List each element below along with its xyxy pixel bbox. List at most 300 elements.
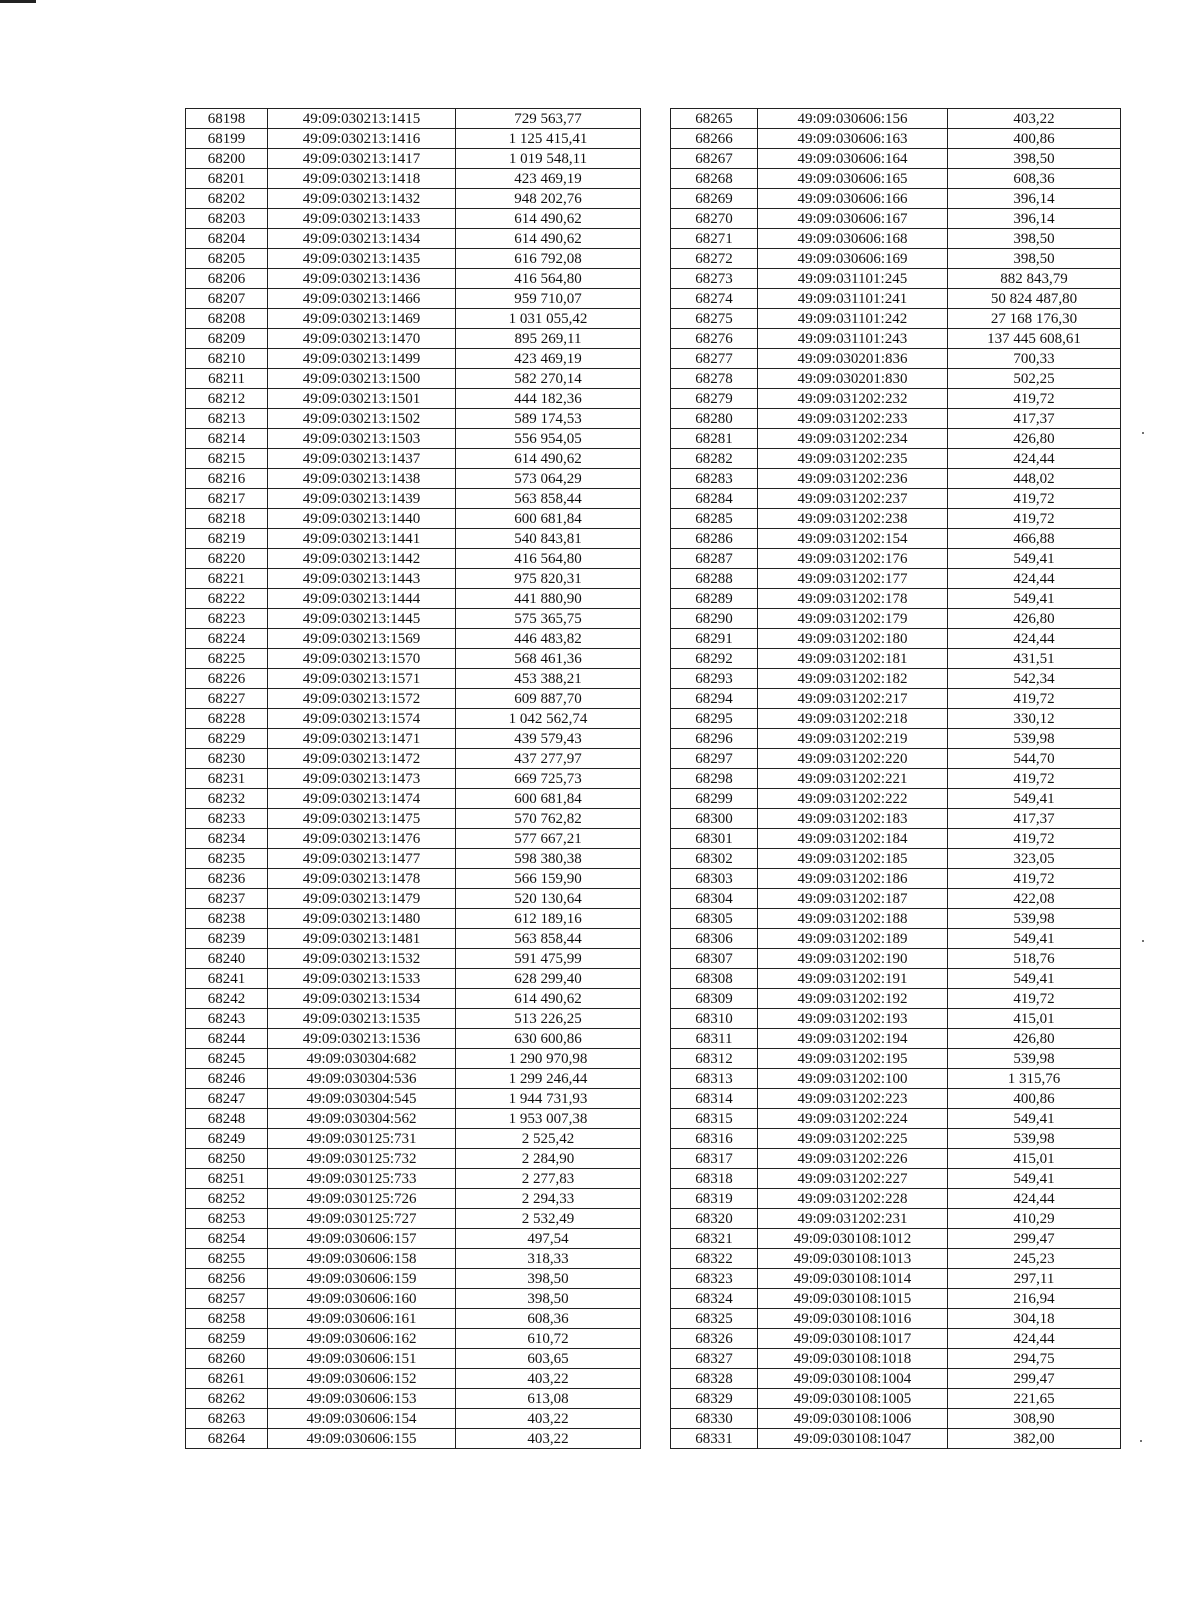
cadastral-number-cell: 49:09:030213:1503	[268, 429, 456, 449]
cadastral-number-cell: 49:09:030108:1047	[758, 1429, 948, 1449]
table-row	[671, 1189, 1121, 1209]
table-row	[671, 649, 1121, 669]
cadastral-number-cell: 49:09:031202:185	[758, 849, 948, 869]
value-cell: 304,18	[948, 1309, 1121, 1329]
row-number-cell: 68243	[186, 1009, 268, 1029]
cadastral-number-cell: 49:09:030304:562	[268, 1109, 456, 1129]
table-row	[671, 169, 1121, 189]
value-cell: 417,37	[948, 409, 1121, 429]
row-number-cell: 68235	[186, 849, 268, 869]
value-cell: 729 563,77	[456, 109, 641, 129]
cadastral-number-cell: 49:09:031202:222	[758, 789, 948, 809]
row-number-cell: 68257	[186, 1289, 268, 1309]
value-cell: 614 490,62	[456, 209, 641, 229]
value-cell: 614 490,62	[456, 229, 641, 249]
table-row	[671, 929, 1121, 949]
cadastral-number-cell: 49:09:031202:218	[758, 709, 948, 729]
cadastral-number-cell: 49:09:030213:1574	[268, 709, 456, 729]
cadastral-number-cell: 49:09:030213:1441	[268, 529, 456, 549]
cadastral-number-cell: 49:09:031202:193	[758, 1009, 948, 1029]
cadastral-number-cell: 49:09:031202:182	[758, 669, 948, 689]
cadastral-number-cell: 49:09:030213:1532	[268, 949, 456, 969]
table-row	[186, 809, 641, 829]
cadastral-number-cell: 49:09:030606:160	[268, 1289, 456, 1309]
value-cell: 539,98	[948, 909, 1121, 929]
value-cell: 609 887,70	[456, 689, 641, 709]
table-row	[186, 509, 641, 529]
row-number-cell: 68280	[671, 409, 758, 429]
value-cell: 318,33	[456, 1249, 641, 1269]
row-number-cell: 68248	[186, 1109, 268, 1129]
row-number-cell: 68331	[671, 1429, 758, 1449]
table-row	[671, 889, 1121, 909]
table-row	[671, 529, 1121, 549]
cadastral-number-cell: 49:09:030125:732	[268, 1149, 456, 1169]
table-row	[671, 1029, 1121, 1049]
cadastral-number-cell: 49:09:030213:1417	[268, 149, 456, 169]
value-cell: 419,72	[948, 509, 1121, 529]
cadastral-number-cell: 49:09:031202:237	[758, 489, 948, 509]
value-cell: 539,98	[948, 729, 1121, 749]
cadastral-number-cell: 49:09:030213:1445	[268, 609, 456, 629]
cadastral-number-cell: 49:09:031202:236	[758, 469, 948, 489]
cadastral-number-cell: 49:09:030213:1572	[268, 689, 456, 709]
row-number-cell: 68327	[671, 1349, 758, 1369]
table-row	[671, 1429, 1121, 1449]
table-row	[671, 1009, 1121, 1029]
row-number-cell: 68259	[186, 1329, 268, 1349]
row-number-cell: 68310	[671, 1009, 758, 1029]
cadastral-number-cell: 49:09:030213:1571	[268, 669, 456, 689]
table-row	[671, 1349, 1121, 1369]
table-row	[671, 569, 1121, 589]
value-cell: 614 490,62	[456, 449, 641, 469]
value-cell: 416 564,80	[456, 269, 641, 289]
cadastral-number-cell: 49:09:030213:1471	[268, 729, 456, 749]
cadastral-number-cell: 49:09:030606:162	[268, 1329, 456, 1349]
cadastral-number-cell: 49:09:031202:154	[758, 529, 948, 549]
value-cell: 497,54	[456, 1229, 641, 1249]
row-number-cell: 68274	[671, 289, 758, 309]
table-row	[671, 509, 1121, 529]
value-cell: 398,50	[456, 1269, 641, 1289]
row-number-cell: 68299	[671, 789, 758, 809]
row-number-cell: 68312	[671, 1049, 758, 1069]
row-number-cell: 68326	[671, 1329, 758, 1349]
row-number-cell: 68273	[671, 269, 758, 289]
value-cell: 424,44	[948, 569, 1121, 589]
table-row	[671, 1309, 1121, 1329]
value-cell: 612 189,16	[456, 909, 641, 929]
value-cell: 2 277,83	[456, 1169, 641, 1189]
table-row	[671, 1409, 1121, 1429]
table-row	[671, 909, 1121, 929]
value-cell: 2 532,49	[456, 1209, 641, 1229]
value-cell: 2 294,33	[456, 1189, 641, 1209]
cadastral-number-cell: 49:09:030213:1418	[268, 169, 456, 189]
cadastral-number-cell: 49:09:031202:192	[758, 989, 948, 1009]
row-number-cell: 68275	[671, 309, 758, 329]
table-row	[671, 1249, 1121, 1269]
cadastral-table-right	[670, 108, 1121, 1449]
row-number-cell: 68294	[671, 689, 758, 709]
cadastral-number-cell: 49:09:031101:245	[758, 269, 948, 289]
value-cell: 415,01	[948, 1149, 1121, 1169]
row-number-cell: 68260	[186, 1349, 268, 1369]
table-row	[671, 449, 1121, 469]
table-row	[186, 449, 641, 469]
value-cell: 50 824 487,80	[948, 289, 1121, 309]
row-number-cell: 68204	[186, 229, 268, 249]
cadastral-number-cell: 49:09:030213:1481	[268, 929, 456, 949]
cadastral-number-cell: 49:09:030304:545	[268, 1089, 456, 1109]
cadastral-number-cell: 49:09:031101:243	[758, 329, 948, 349]
table-row	[671, 709, 1121, 729]
cadastral-number-cell: 49:09:031101:241	[758, 289, 948, 309]
value-cell: 419,72	[948, 829, 1121, 849]
cadastral-number-cell: 49:09:031202:221	[758, 769, 948, 789]
value-cell: 299,47	[948, 1369, 1121, 1389]
cadastral-number-cell: 49:09:030304:682	[268, 1049, 456, 1069]
cadastral-number-cell: 49:09:030213:1443	[268, 569, 456, 589]
table-row	[186, 1249, 641, 1269]
value-cell: 423 469,19	[456, 349, 641, 369]
table-row	[186, 1309, 641, 1329]
row-number-cell: 68233	[186, 809, 268, 829]
value-cell: 589 174,53	[456, 409, 641, 429]
row-number-cell: 68215	[186, 449, 268, 469]
table-row	[186, 629, 641, 649]
row-number-cell: 68289	[671, 589, 758, 609]
table-row	[671, 209, 1121, 229]
value-cell: 453 388,21	[456, 669, 641, 689]
table-row	[671, 409, 1121, 429]
cadastral-number-cell: 49:09:031202:231	[758, 1209, 948, 1229]
cadastral-number-cell: 49:09:030108:1012	[758, 1229, 948, 1249]
table-row	[671, 1169, 1121, 1189]
row-number-cell: 68198	[186, 109, 268, 129]
cadastral-number-cell: 49:09:030213:1437	[268, 449, 456, 469]
row-number-cell: 68217	[186, 489, 268, 509]
row-number-cell: 68227	[186, 689, 268, 709]
cadastral-number-cell: 49:09:030213:1434	[268, 229, 456, 249]
table-row	[186, 589, 641, 609]
table-row	[186, 1029, 641, 1049]
table-row	[186, 469, 641, 489]
table-row	[186, 1069, 641, 1089]
row-number-cell: 68206	[186, 269, 268, 289]
cadastral-number-cell: 49:09:030213:1476	[268, 829, 456, 849]
table-row	[186, 689, 641, 709]
table-row	[186, 1169, 641, 1189]
row-number-cell: 68223	[186, 609, 268, 629]
cadastral-number-cell: 49:09:030108:1014	[758, 1269, 948, 1289]
cadastral-number-cell: 49:09:031202:178	[758, 589, 948, 609]
row-number-cell: 68263	[186, 1409, 268, 1429]
table-row	[186, 609, 641, 629]
scan-speck	[1140, 1440, 1142, 1442]
value-cell: 419,72	[948, 869, 1121, 889]
value-cell: 400,86	[948, 129, 1121, 149]
cadastral-number-cell: 49:09:030213:1533	[268, 969, 456, 989]
cadastral-number-cell: 49:09:030213:1436	[268, 269, 456, 289]
row-number-cell: 68301	[671, 829, 758, 849]
row-number-cell: 68319	[671, 1189, 758, 1209]
value-cell: 323,05	[948, 849, 1121, 869]
cadastral-number-cell: 49:09:030606:164	[758, 149, 948, 169]
cadastral-number-cell: 49:09:031202:228	[758, 1189, 948, 1209]
value-cell: 948 202,76	[456, 189, 641, 209]
value-cell: 426,80	[948, 609, 1121, 629]
value-cell: 544,70	[948, 749, 1121, 769]
row-number-cell: 68221	[186, 569, 268, 589]
cadastral-number-cell: 49:09:030213:1432	[268, 189, 456, 209]
value-cell: 431,51	[948, 649, 1121, 669]
table-row	[671, 1329, 1121, 1349]
cadastral-number-cell: 49:09:031202:234	[758, 429, 948, 449]
cadastral-number-cell: 49:09:030606:155	[268, 1429, 456, 1449]
cadastral-number-cell: 49:09:030213:1480	[268, 909, 456, 929]
cadastral-number-cell: 49:09:030125:731	[268, 1129, 456, 1149]
table-row	[671, 229, 1121, 249]
table-row	[671, 349, 1121, 369]
table-row	[671, 1229, 1121, 1249]
table-row	[186, 409, 641, 429]
value-cell: 566 159,90	[456, 869, 641, 889]
cadastral-number-cell: 49:09:030201:830	[758, 369, 948, 389]
cadastral-number-cell: 49:09:030213:1477	[268, 849, 456, 869]
table-row	[186, 1389, 641, 1409]
table-row	[186, 209, 641, 229]
row-number-cell: 68268	[671, 169, 758, 189]
table-row	[186, 1009, 641, 1029]
row-number-cell: 68230	[186, 749, 268, 769]
cadastral-number-cell: 49:09:030213:1534	[268, 989, 456, 1009]
row-number-cell: 68251	[186, 1169, 268, 1189]
table-row	[186, 149, 641, 169]
row-number-cell: 68267	[671, 149, 758, 169]
cadastral-number-cell: 49:09:030606:156	[758, 109, 948, 129]
value-cell: 403,22	[456, 1409, 641, 1429]
row-number-cell: 68316	[671, 1129, 758, 1149]
table-row	[671, 269, 1121, 289]
table-row	[671, 549, 1121, 569]
cadastral-number-cell: 49:09:031202:177	[758, 569, 948, 589]
table-row	[671, 1089, 1121, 1109]
row-number-cell: 68205	[186, 249, 268, 269]
row-number-cell: 68286	[671, 529, 758, 549]
cadastral-number-cell: 49:09:031202:225	[758, 1129, 948, 1149]
value-cell: 570 762,82	[456, 809, 641, 829]
cadastral-number-cell: 49:09:030213:1470	[268, 329, 456, 349]
row-number-cell: 68220	[186, 549, 268, 569]
value-cell: 419,72	[948, 489, 1121, 509]
cadastral-number-cell: 49:09:030108:1015	[758, 1289, 948, 1309]
value-cell: 549,41	[948, 549, 1121, 569]
value-cell: 1 031 055,42	[456, 309, 641, 329]
row-number-cell: 68266	[671, 129, 758, 149]
table-row	[671, 609, 1121, 629]
value-cell: 1 944 731,93	[456, 1089, 641, 1109]
value-cell: 603,65	[456, 1349, 641, 1369]
table-row	[186, 1209, 641, 1229]
row-number-cell: 68264	[186, 1429, 268, 1449]
row-number-cell: 68244	[186, 1029, 268, 1049]
row-number-cell: 68302	[671, 849, 758, 869]
table-row	[671, 989, 1121, 1009]
table-row	[671, 1269, 1121, 1289]
row-number-cell: 68328	[671, 1369, 758, 1389]
cadastral-table-left	[185, 108, 641, 1449]
value-cell: 423 469,19	[456, 169, 641, 189]
value-cell: 2 525,42	[456, 1129, 641, 1149]
cadastral-number-cell: 49:09:030213:1440	[268, 509, 456, 529]
value-cell: 448,02	[948, 469, 1121, 489]
cadastral-number-cell: 49:09:030213:1433	[268, 209, 456, 229]
table-row	[671, 369, 1121, 389]
row-number-cell: 68278	[671, 369, 758, 389]
cadastral-number-cell: 49:09:030606:153	[268, 1389, 456, 1409]
value-cell: 424,44	[948, 629, 1121, 649]
table-row	[186, 489, 641, 509]
row-number-cell: 68269	[671, 189, 758, 209]
value-cell: 1 042 562,74	[456, 709, 641, 729]
cadastral-number-cell: 49:09:030201:836	[758, 349, 948, 369]
value-cell: 600 681,84	[456, 509, 641, 529]
row-number-cell: 68212	[186, 389, 268, 409]
table-row	[186, 909, 641, 929]
cadastral-number-cell: 49:09:030213:1416	[268, 129, 456, 149]
row-number-cell: 68314	[671, 1089, 758, 1109]
row-number-cell: 68254	[186, 1229, 268, 1249]
row-number-cell: 68293	[671, 669, 758, 689]
cadastral-number-cell: 49:09:031202:232	[758, 389, 948, 409]
table-row	[671, 749, 1121, 769]
scan-speck	[1142, 432, 1144, 434]
row-number-cell: 68253	[186, 1209, 268, 1229]
row-number-cell: 68240	[186, 949, 268, 969]
row-number-cell: 68203	[186, 209, 268, 229]
table-row	[671, 109, 1121, 129]
value-cell: 549,41	[948, 589, 1121, 609]
table-row	[671, 769, 1121, 789]
table-row	[186, 569, 641, 589]
cadastral-number-cell: 49:09:030213:1475	[268, 809, 456, 829]
value-cell: 297,11	[948, 1269, 1121, 1289]
value-cell: 577 667,21	[456, 829, 641, 849]
row-number-cell: 68242	[186, 989, 268, 1009]
cadastral-number-cell: 49:09:031202:223	[758, 1089, 948, 1109]
table-row	[186, 649, 641, 669]
cadastral-number-cell: 49:09:030213:1444	[268, 589, 456, 609]
row-number-cell: 68201	[186, 169, 268, 189]
row-number-cell: 68209	[186, 329, 268, 349]
table-row	[186, 1369, 641, 1389]
row-number-cell: 68317	[671, 1149, 758, 1169]
value-cell: 608,36	[456, 1309, 641, 1329]
row-number-cell: 68315	[671, 1109, 758, 1129]
value-cell: 398,50	[948, 249, 1121, 269]
row-number-cell: 68284	[671, 489, 758, 509]
cadastral-number-cell: 49:09:030213:1535	[268, 1009, 456, 1029]
cadastral-number-cell: 49:09:030108:1018	[758, 1349, 948, 1369]
cadastral-number-cell: 49:09:030213:1479	[268, 889, 456, 909]
cadastral-number-cell: 49:09:031202:187	[758, 889, 948, 909]
value-cell: 539,98	[948, 1049, 1121, 1069]
table-row	[186, 549, 641, 569]
value-cell: 403,22	[948, 109, 1121, 129]
cadastral-number-cell: 49:09:031202:191	[758, 969, 948, 989]
cadastral-number-cell: 49:09:031202:183	[758, 809, 948, 829]
cadastral-number-cell: 49:09:031202:217	[758, 689, 948, 709]
cadastral-number-cell: 49:09:030606:169	[758, 249, 948, 269]
value-cell: 582 270,14	[456, 369, 641, 389]
value-cell: 308,90	[948, 1409, 1121, 1429]
table-row	[671, 249, 1121, 269]
row-number-cell: 68210	[186, 349, 268, 369]
cadastral-number-cell: 49:09:031202:194	[758, 1029, 948, 1049]
table-row	[671, 309, 1121, 329]
cadastral-number-cell: 49:09:030606:161	[268, 1309, 456, 1329]
value-cell: 398,50	[948, 149, 1121, 169]
cadastral-number-cell: 49:09:031202:226	[758, 1149, 948, 1169]
value-cell: 630 600,86	[456, 1029, 641, 1049]
cadastral-number-cell: 49:09:030304:536	[268, 1069, 456, 1089]
table-row	[671, 329, 1121, 349]
table-row	[671, 789, 1121, 809]
table-row	[671, 669, 1121, 689]
table-row	[186, 969, 641, 989]
cadastral-number-cell: 49:09:031202:188	[758, 909, 948, 929]
row-number-cell: 68318	[671, 1169, 758, 1189]
row-number-cell: 68258	[186, 1309, 268, 1329]
cadastral-number-cell: 49:09:030213:1469	[268, 309, 456, 329]
row-number-cell: 68322	[671, 1249, 758, 1269]
row-number-cell: 68330	[671, 1409, 758, 1429]
table-row	[671, 1289, 1121, 1309]
table-row	[186, 429, 641, 449]
value-cell: 437 277,97	[456, 749, 641, 769]
row-number-cell: 68245	[186, 1049, 268, 1069]
row-number-cell: 68246	[186, 1069, 268, 1089]
table-row	[671, 969, 1121, 989]
table-row	[671, 1209, 1121, 1229]
value-cell: 299,47	[948, 1229, 1121, 1249]
value-cell: 416 564,80	[456, 549, 641, 569]
table-row	[186, 369, 641, 389]
table-row	[671, 1369, 1121, 1389]
table-row	[671, 869, 1121, 889]
value-cell: 400,86	[948, 1089, 1121, 1109]
table-row	[186, 1129, 641, 1149]
row-number-cell: 68222	[186, 589, 268, 609]
value-cell: 540 843,81	[456, 529, 641, 549]
value-cell: 573 064,29	[456, 469, 641, 489]
cadastral-number-cell: 49:09:031202:186	[758, 869, 948, 889]
row-number-cell: 68225	[186, 649, 268, 669]
table-row	[186, 109, 641, 129]
row-number-cell: 68255	[186, 1249, 268, 1269]
cadastral-number-cell: 49:09:031202:100	[758, 1069, 948, 1089]
cadastral-number-cell: 49:09:031101:242	[758, 309, 948, 329]
cadastral-number-cell: 49:09:031202:219	[758, 729, 948, 749]
table-row	[186, 1429, 641, 1449]
value-cell: 422,08	[948, 889, 1121, 909]
row-number-cell: 68295	[671, 709, 758, 729]
value-cell: 882 843,79	[948, 269, 1121, 289]
value-cell: 396,14	[948, 189, 1121, 209]
value-cell: 294,75	[948, 1349, 1121, 1369]
